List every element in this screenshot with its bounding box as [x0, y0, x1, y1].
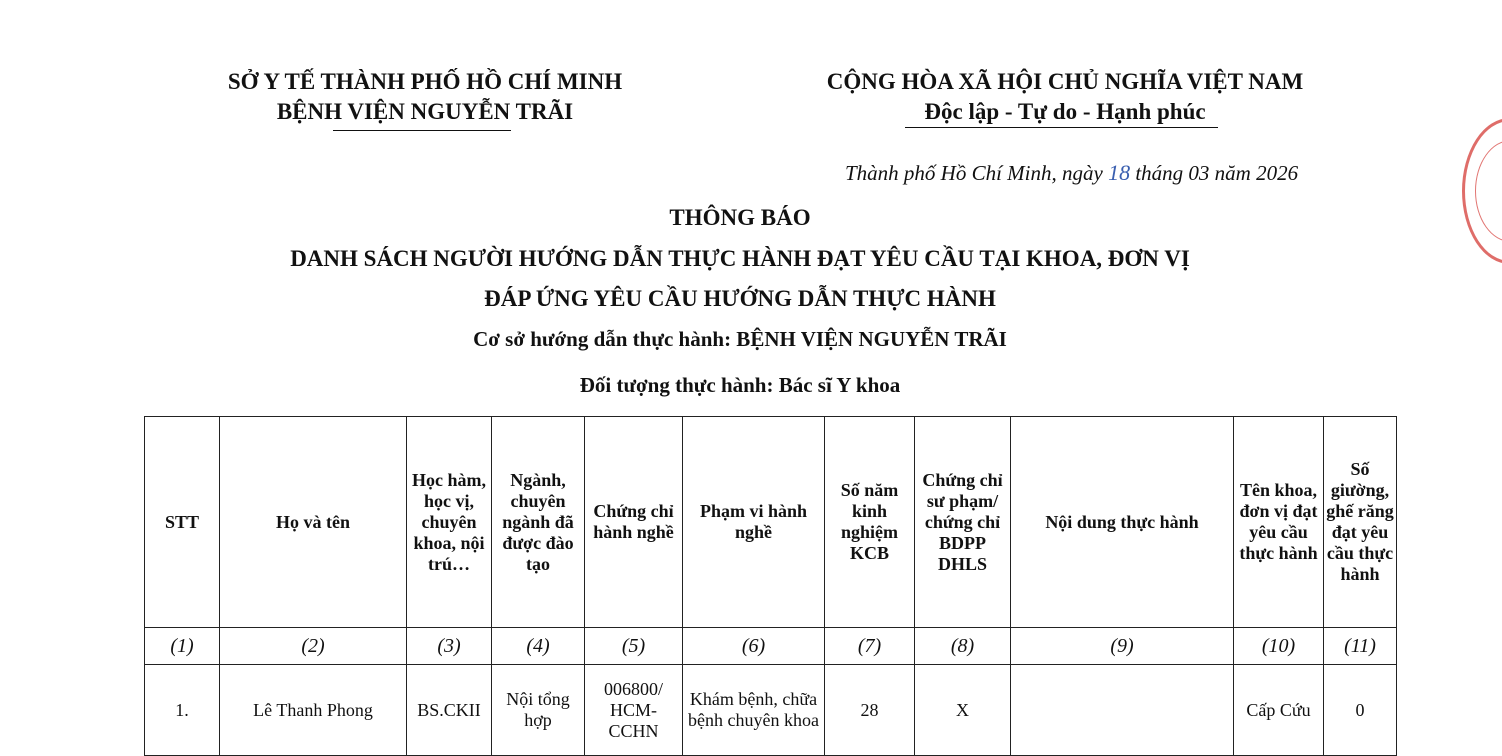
- num-11: (11): [1324, 628, 1397, 665]
- cell-name: Lê Thanh Phong: [220, 665, 407, 756]
- col-scope: Phạm vi hành nghề: [683, 417, 825, 628]
- col-cert: Chứng chỉ sư phạm/ chứng chỉ BDPP DHLS: [915, 417, 1011, 628]
- table-header-row: [145, 417, 1397, 628]
- num-2: (2): [220, 628, 407, 665]
- cell-scope: Khám bệnh, chữa bệnh chuyên khoa: [683, 665, 825, 756]
- col-degree: Học hàm, học vị, chuyên khoa, nội trú…: [407, 417, 492, 628]
- notice-subtitle-2: ĐÁP ỨNG YÊU CẦU HƯỚNG DẪN THỰC HÀNH: [484, 286, 996, 311]
- col-license: Chứng chỉ hành nghề: [585, 417, 683, 628]
- date-prefix: Thành phố Hồ Chí Minh, ngày: [845, 161, 1103, 185]
- col-stt: STT: [145, 417, 220, 628]
- hospital-name: BỆNH VIỆN NGUYỄN TRÃI: [276, 99, 574, 124]
- notice-subtitle-1: DANH SÁCH NGƯỜI HƯỚNG DẪN THỰC HÀNH ĐẠT YÊU CẦU TẠI KHOA, ĐƠN VỊ: [290, 246, 1190, 271]
- num-7: (7): [825, 628, 915, 665]
- col-dept: Tên khoa, đơn vị đạt yêu cầu thực hành: [1234, 417, 1324, 628]
- cell-cert: X: [915, 665, 1011, 756]
- table-row: [145, 665, 1397, 756]
- cell-dept: Cấp Cứu: [1234, 665, 1324, 756]
- notice-title: THÔNG BÁO: [669, 205, 811, 230]
- table-number-row: [145, 628, 1397, 665]
- header-left: [180, 67, 670, 127]
- cell-stt: 1.: [145, 665, 220, 756]
- col-name: Họ và tên: [220, 417, 407, 628]
- department-name: SỞ Y TẾ THÀNH PHỐ HỒ CHÍ MINH: [227, 69, 623, 94]
- cell-years: 28: [825, 665, 915, 756]
- col-content: Nội dung thực hành: [1011, 417, 1234, 628]
- instructor-table: [144, 416, 1397, 756]
- num-6: (6): [683, 628, 825, 665]
- subject-line: Đối tượng thực hành: Bác sĩ Y khoa: [579, 373, 901, 397]
- date-line: [845, 160, 1365, 186]
- num-3: (3): [407, 628, 492, 665]
- num-10: (10): [1234, 628, 1324, 665]
- num-1: (1): [145, 628, 220, 665]
- country-name: CỘNG HÒA XÃ HỘI CHỦ NGHĨA VIỆT NAM: [826, 69, 1304, 94]
- col-major: Ngành, chuyên ngành đã được đào tạo: [492, 417, 585, 628]
- cell-content: [1011, 665, 1234, 756]
- motto: Độc lập - Tự do - Hạnh phúc: [924, 99, 1206, 124]
- cell-license: 006800/ HCM-CCHN: [585, 665, 683, 756]
- col-years: Số năm kinh nghiệm KCB: [825, 417, 915, 628]
- date-day-handwritten: 18: [1108, 160, 1131, 185]
- num-8: (8): [915, 628, 1011, 665]
- hospital-underline: [333, 130, 511, 131]
- motto-underline: [905, 127, 1218, 128]
- num-4: (4): [492, 628, 585, 665]
- num-5: (5): [585, 628, 683, 665]
- cell-beds: 0: [1324, 665, 1397, 756]
- header-right: [770, 67, 1360, 127]
- col-beds: Số giường, ghế răng đạt yêu cầu thực hành: [1324, 417, 1397, 628]
- date-suffix: tháng 03 năm 2026: [1135, 161, 1299, 185]
- cell-degree: BS.CKII: [407, 665, 492, 756]
- facility-line: Cơ sở hướng dẫn thực hành: BỆNH VIỆN NGUYỄN TRÃI: [473, 327, 1007, 351]
- num-9: (9): [1011, 628, 1234, 665]
- cell-major: Nội tổng hợp: [492, 665, 585, 756]
